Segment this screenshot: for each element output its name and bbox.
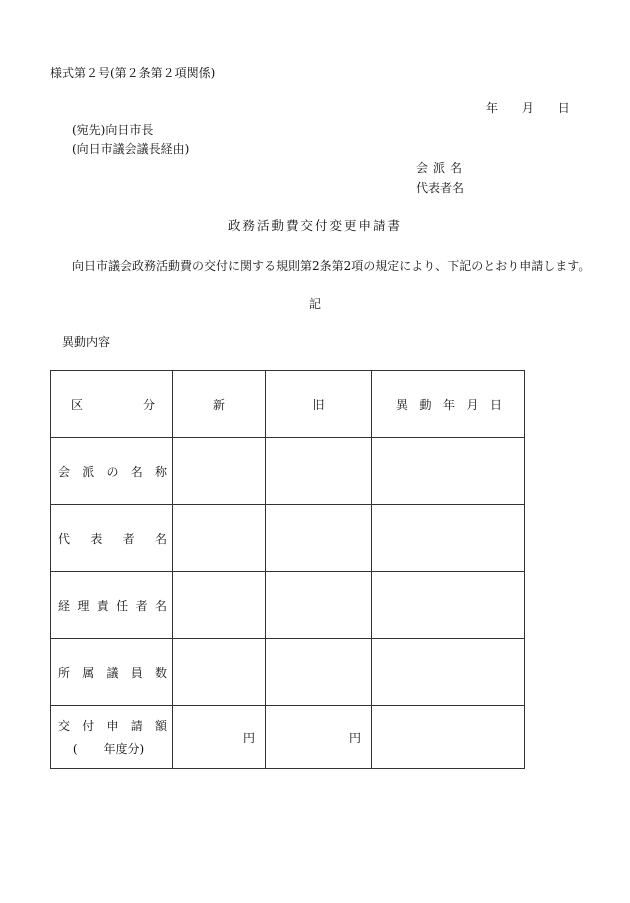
header-new: 新 — [173, 371, 266, 438]
row-label-char: 者 — [135, 598, 148, 613]
fiscal-year-close: 年度分) — [103, 742, 145, 756]
row-label-char: 員 — [130, 665, 143, 680]
addressee: (宛先)向日市長 — [72, 123, 154, 137]
cell-change-date[interactable] — [372, 639, 525, 706]
cell-new[interactable] — [173, 505, 266, 572]
row-label-char: 称 — [154, 464, 167, 479]
row-label-char: の — [106, 464, 119, 479]
date-line — [486, 99, 570, 116]
cell-change-date[interactable] — [372, 505, 525, 572]
header-change-date — [372, 371, 525, 438]
row-label-char: 議 — [106, 665, 119, 680]
table-row — [51, 505, 525, 572]
row-label-char: 代 — [58, 531, 71, 546]
header-date-char: 年 — [442, 397, 455, 412]
cell-change-date[interactable] — [372, 438, 525, 505]
header-date-char: 日 — [489, 397, 502, 412]
row-label-member-count — [51, 639, 173, 706]
row-label-faction-name — [51, 438, 173, 505]
row-label-char: 属 — [82, 665, 95, 680]
cell-new[interactable] — [173, 639, 266, 706]
row-label-char: 付 — [82, 719, 95, 733]
row-label-grant-amount — [51, 706, 173, 769]
cell-change-date[interactable] — [372, 706, 525, 769]
document-title: 政務活動費交付変更申請書 — [227, 218, 402, 233]
table-row — [51, 639, 525, 706]
table-row — [51, 438, 525, 505]
cell-change-date[interactable] — [372, 572, 525, 639]
row-label-char: 者 — [122, 531, 135, 546]
table-row — [51, 572, 525, 639]
row-label-char: 申 — [106, 719, 119, 733]
cell-new[interactable] — [173, 438, 266, 505]
row-label-char: 理 — [77, 598, 90, 613]
header-date-char: 月 — [466, 397, 479, 412]
header-old: 旧 — [266, 371, 372, 438]
row-label-char: 表 — [90, 531, 103, 546]
header-category-char: 分 — [142, 397, 155, 412]
row-label-char: 請 — [130, 719, 143, 733]
ki-marker: 記 — [308, 297, 321, 311]
row-label-char: 所 — [58, 665, 71, 680]
row-label-char: 数 — [154, 665, 167, 680]
faction-name-label: 会派名 — [416, 161, 468, 175]
row-label-char: 名 — [154, 531, 167, 546]
representative-label: 代表者名 — [416, 181, 465, 195]
cell-new[interactable] — [173, 572, 266, 639]
row-label-char: 経 — [58, 598, 71, 613]
date-day-label: 日 — [557, 101, 570, 115]
cell-old[interactable] — [266, 505, 372, 572]
row-label-char: 交 — [58, 719, 71, 733]
date-year-label: 年 — [486, 101, 499, 115]
row-label-char: 名 — [154, 598, 167, 613]
fiscal-year-note — [51, 740, 172, 757]
cell-old[interactable] — [266, 438, 372, 505]
row-label-char: 会 — [58, 464, 71, 479]
row-label-representative — [51, 505, 173, 572]
row-label-accounting-manager — [51, 572, 173, 639]
row-label-char: 額 — [154, 719, 167, 733]
change-table — [50, 370, 525, 769]
cell-old-amount[interactable]: 円 — [266, 706, 372, 769]
via-chairman: (向日市議会議長経由) — [72, 142, 190, 156]
date-month-label: 月 — [521, 101, 534, 115]
header-category-char: 区 — [71, 397, 84, 412]
cell-new-amount[interactable]: 円 — [173, 706, 266, 769]
cell-old[interactable] — [266, 639, 372, 706]
cell-old[interactable] — [266, 572, 372, 639]
header-category — [51, 371, 173, 438]
fiscal-year-open: ( — [72, 742, 78, 756]
row-label-char: 名 — [130, 464, 143, 479]
form-number: 様式第２号(第２条第２項関係) — [50, 66, 216, 80]
header-date-char: 異 — [396, 397, 409, 412]
table-row — [51, 706, 525, 769]
section-label: 異動内容 — [62, 335, 111, 349]
row-label-char: 派 — [82, 464, 95, 479]
row-label-char: 任 — [116, 598, 129, 613]
row-label-char: 責 — [96, 598, 109, 613]
body-text: 向日市議会政務活動費の交付に関する規則第2条第2項の規定により、下記のとおり申請します。 — [72, 259, 591, 273]
table-header-row — [51, 371, 525, 438]
header-date-char: 動 — [419, 397, 432, 412]
